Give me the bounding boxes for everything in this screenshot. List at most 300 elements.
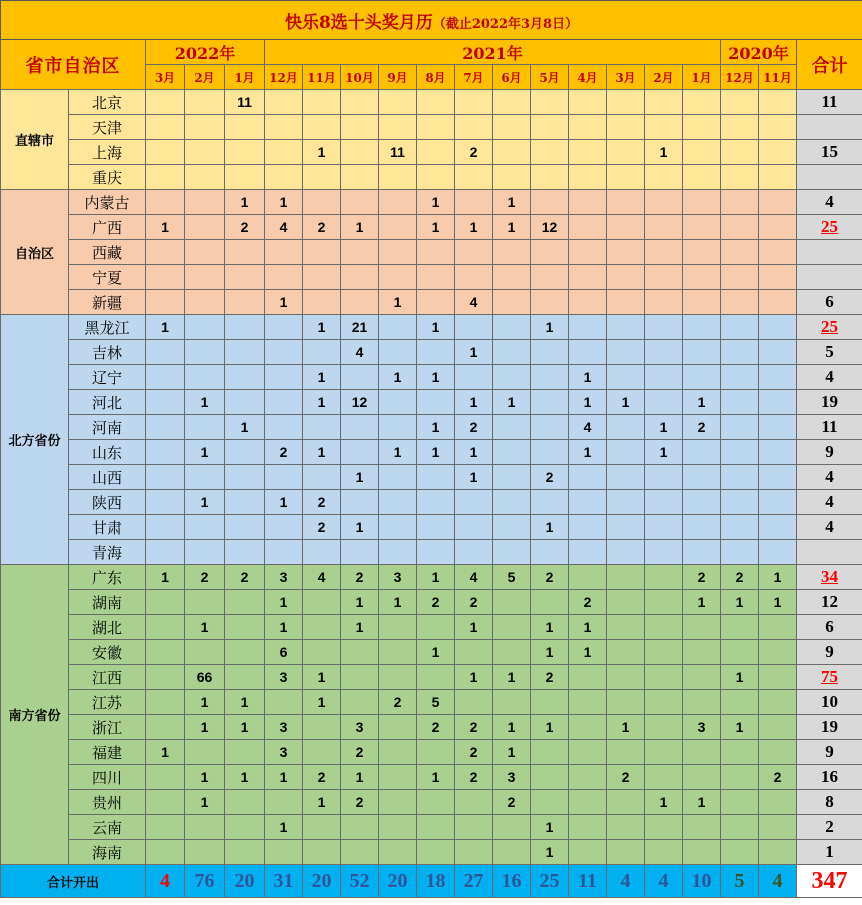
month-count-cell xyxy=(569,715,607,740)
month-count-cell xyxy=(341,440,379,465)
month-count-cell: 1 xyxy=(531,840,569,865)
month-count-cell xyxy=(185,815,225,840)
month-header: 2月 xyxy=(185,65,225,90)
month-count-cell xyxy=(341,540,379,565)
month-count-cell xyxy=(455,265,493,290)
month-count-cell xyxy=(645,265,683,290)
month-count-cell xyxy=(379,115,417,140)
month-total-cell: 20 xyxy=(225,865,265,898)
province-name: 陕西 xyxy=(69,490,146,515)
month-count-cell xyxy=(225,290,265,315)
month-count-cell xyxy=(569,265,607,290)
month-count-cell xyxy=(455,790,493,815)
month-count-cell: 3 xyxy=(683,715,721,740)
month-count-cell xyxy=(759,365,797,390)
month-count-cell xyxy=(683,165,721,190)
month-count-cell xyxy=(683,665,721,690)
month-count-cell xyxy=(493,840,531,865)
month-count-cell: 1 xyxy=(185,615,225,640)
month-count-cell xyxy=(531,490,569,515)
month-total-cell: 76 xyxy=(185,865,225,898)
month-total-cell: 31 xyxy=(265,865,303,898)
table-row xyxy=(1,665,862,690)
month-total-cell: 4 xyxy=(607,865,645,898)
month-count-cell xyxy=(225,165,265,190)
month-header: 5月 xyxy=(531,65,569,90)
month-count-cell xyxy=(341,815,379,840)
month-total-cell: 27 xyxy=(455,865,493,898)
month-count-cell xyxy=(185,115,225,140)
page-title xyxy=(1,1,862,40)
year-header: 2020年 xyxy=(721,40,797,65)
month-count-cell xyxy=(379,715,417,740)
month-count-cell: 1 xyxy=(146,215,185,240)
month-count-cell xyxy=(645,690,683,715)
month-count-cell xyxy=(607,440,645,465)
month-total-cell: 20 xyxy=(303,865,341,898)
month-count-cell: 3 xyxy=(265,740,303,765)
province-name: 河北 xyxy=(69,390,146,415)
month-count-cell xyxy=(683,465,721,490)
month-count-cell xyxy=(455,540,493,565)
month-count-cell: 1 xyxy=(265,290,303,315)
month-count-cell xyxy=(759,190,797,215)
month-total-cell: 52 xyxy=(341,865,379,898)
month-count-cell xyxy=(569,140,607,165)
month-count-cell xyxy=(185,515,225,540)
province-total xyxy=(797,115,862,140)
month-count-cell xyxy=(759,440,797,465)
table-row xyxy=(1,515,862,540)
province-name: 湖南 xyxy=(69,590,146,615)
month-count-cell xyxy=(683,640,721,665)
province-name: 海南 xyxy=(69,840,146,865)
title-main: 快乐8选十头奖月历 xyxy=(284,12,433,33)
province-name: 天津 xyxy=(69,115,146,140)
month-total-cell: 4 xyxy=(645,865,683,898)
month-count-cell: 1 xyxy=(455,615,493,640)
month-count-cell: 1 xyxy=(146,740,185,765)
month-count-cell xyxy=(645,840,683,865)
month-count-cell: 2 xyxy=(303,490,341,515)
month-count-cell: 1 xyxy=(417,315,455,340)
month-count-cell xyxy=(265,115,303,140)
month-count-cell xyxy=(683,315,721,340)
month-count-cell: 1 xyxy=(455,440,493,465)
month-count-cell xyxy=(683,140,721,165)
month-count-cell xyxy=(645,215,683,240)
province-name: 湖北 xyxy=(69,615,146,640)
month-count-cell: 1 xyxy=(493,665,531,690)
month-count-cell: 1 xyxy=(417,365,455,390)
month-count-cell xyxy=(721,365,759,390)
province-total: 19 xyxy=(797,715,862,740)
month-count-cell xyxy=(493,615,531,640)
month-count-cell xyxy=(455,240,493,265)
table-row xyxy=(1,765,862,790)
province-name: 河南 xyxy=(69,415,146,440)
month-count-cell: 1 xyxy=(493,215,531,240)
province-name: 北京 xyxy=(69,90,146,115)
month-count-cell xyxy=(341,265,379,290)
month-count-cell: 1 xyxy=(303,365,341,390)
month-count-cell xyxy=(455,640,493,665)
year-header: 2021年 xyxy=(265,40,721,65)
month-count-cell xyxy=(683,840,721,865)
month-count-cell xyxy=(683,515,721,540)
month-count-cell xyxy=(493,640,531,665)
month-count-cell xyxy=(303,815,341,840)
month-count-cell: 1 xyxy=(455,390,493,415)
month-count-cell xyxy=(645,590,683,615)
month-count-cell xyxy=(225,390,265,415)
month-count-cell xyxy=(265,540,303,565)
month-count-cell xyxy=(759,790,797,815)
month-count-cell xyxy=(721,515,759,540)
province-total: 4 xyxy=(797,365,862,390)
month-count-cell xyxy=(146,415,185,440)
month-count-cell xyxy=(607,265,645,290)
month-count-cell: 1 xyxy=(341,465,379,490)
month-count-cell: 1 xyxy=(417,440,455,465)
month-count-cell xyxy=(645,490,683,515)
month-count-cell xyxy=(185,540,225,565)
month-count-cell xyxy=(759,490,797,515)
province-total: 75 xyxy=(797,665,862,690)
month-count-cell xyxy=(265,165,303,190)
month-count-cell: 4 xyxy=(569,415,607,440)
month-count-cell xyxy=(645,615,683,640)
month-count-cell xyxy=(607,665,645,690)
month-count-cell: 3 xyxy=(341,715,379,740)
month-count-cell: 1 xyxy=(455,215,493,240)
month-count-cell xyxy=(607,340,645,365)
province-name: 山西 xyxy=(69,465,146,490)
month-count-cell xyxy=(645,765,683,790)
month-count-cell xyxy=(721,140,759,165)
month-count-cell xyxy=(607,115,645,140)
month-count-cell xyxy=(493,240,531,265)
group-label: 直辖市 xyxy=(1,90,69,190)
month-count-cell xyxy=(146,840,185,865)
table-row xyxy=(1,240,862,265)
month-count-cell xyxy=(379,540,417,565)
month-count-cell: 2 xyxy=(341,790,379,815)
month-count-cell: 2 xyxy=(607,765,645,790)
province-total: 4 xyxy=(797,490,862,515)
month-count-cell xyxy=(265,840,303,865)
table-row xyxy=(1,115,862,140)
month-count-cell xyxy=(569,515,607,540)
month-count-cell xyxy=(379,465,417,490)
month-count-cell: 1 xyxy=(417,640,455,665)
month-count-cell xyxy=(185,340,225,365)
month-count-cell: 4 xyxy=(265,215,303,240)
province-total: 9 xyxy=(797,640,862,665)
month-count-cell: 1 xyxy=(645,140,683,165)
table-row xyxy=(1,465,862,490)
table-row xyxy=(1,140,862,165)
month-count-cell xyxy=(645,565,683,590)
month-count-cell: 2 xyxy=(225,565,265,590)
month-count-cell: 1 xyxy=(455,465,493,490)
month-count-cell: 2 xyxy=(455,590,493,615)
month-count-cell xyxy=(341,365,379,390)
month-count-cell xyxy=(341,490,379,515)
province-name: 云南 xyxy=(69,815,146,840)
table-row xyxy=(1,265,862,290)
province-total: 8 xyxy=(797,790,862,815)
month-count-cell xyxy=(721,190,759,215)
province-name: 西藏 xyxy=(69,240,146,265)
month-header: 12月 xyxy=(265,65,303,90)
month-count-cell xyxy=(721,490,759,515)
month-count-cell xyxy=(645,640,683,665)
month-count-cell xyxy=(645,515,683,540)
month-count-cell xyxy=(721,115,759,140)
month-count-cell: 2 xyxy=(455,740,493,765)
table-row xyxy=(1,815,862,840)
month-count-cell xyxy=(379,265,417,290)
province-total xyxy=(797,540,862,565)
title-subtitle: （截止2022年3月8日） xyxy=(432,16,579,32)
region-header: 省市自治区 xyxy=(1,40,146,90)
province-name: 广东 xyxy=(69,565,146,590)
total-header: 合计 xyxy=(797,40,862,90)
month-count-cell xyxy=(683,690,721,715)
month-count-cell: 1 xyxy=(417,415,455,440)
month-count-cell xyxy=(607,140,645,165)
group-label: 北方省份 xyxy=(1,315,69,565)
month-count-cell xyxy=(341,140,379,165)
month-count-cell xyxy=(455,165,493,190)
month-count-cell xyxy=(146,190,185,215)
month-count-cell xyxy=(303,290,341,315)
month-count-cell: 1 xyxy=(645,415,683,440)
month-count-cell xyxy=(607,740,645,765)
month-count-cell xyxy=(341,415,379,440)
month-count-cell: 1 xyxy=(683,590,721,615)
month-count-cell xyxy=(341,290,379,315)
table-row xyxy=(1,565,862,590)
month-count-cell xyxy=(185,190,225,215)
month-count-cell: 1 xyxy=(225,190,265,215)
month-count-cell xyxy=(531,90,569,115)
month-count-cell xyxy=(341,665,379,690)
month-count-cell: 66 xyxy=(185,665,225,690)
month-count-cell: 2 xyxy=(417,715,455,740)
table-row xyxy=(1,715,862,740)
month-count-cell xyxy=(721,765,759,790)
month-count-cell: 1 xyxy=(645,440,683,465)
province-name: 重庆 xyxy=(69,165,146,190)
month-count-cell: 12 xyxy=(341,390,379,415)
month-count-cell xyxy=(225,315,265,340)
month-header: 3月 xyxy=(146,65,185,90)
month-count-cell xyxy=(607,640,645,665)
month-count-cell xyxy=(683,615,721,640)
month-count-cell xyxy=(185,465,225,490)
month-count-cell xyxy=(759,265,797,290)
month-count-cell xyxy=(607,215,645,240)
month-count-cell xyxy=(531,690,569,715)
month-count-cell xyxy=(265,140,303,165)
month-count-cell: 3 xyxy=(265,715,303,740)
month-count-cell xyxy=(607,490,645,515)
month-header: 10月 xyxy=(341,65,379,90)
month-count-cell xyxy=(225,790,265,815)
month-count-cell: 1 xyxy=(225,715,265,740)
month-count-cell xyxy=(683,215,721,240)
province-name: 广西 xyxy=(69,215,146,240)
month-count-cell xyxy=(759,315,797,340)
month-count-cell xyxy=(683,815,721,840)
month-count-cell xyxy=(379,765,417,790)
month-count-cell xyxy=(185,240,225,265)
month-count-cell xyxy=(146,765,185,790)
month-count-cell: 1 xyxy=(531,715,569,740)
month-count-cell xyxy=(225,540,265,565)
month-count-cell: 1 xyxy=(225,765,265,790)
month-count-cell: 2 xyxy=(417,590,455,615)
month-count-cell xyxy=(417,115,455,140)
month-total-cell: 16 xyxy=(493,865,531,898)
month-count-cell xyxy=(569,315,607,340)
month-count-cell xyxy=(265,790,303,815)
month-count-cell xyxy=(607,165,645,190)
month-header: 1月 xyxy=(225,65,265,90)
month-count-cell xyxy=(341,90,379,115)
month-count-cell: 2 xyxy=(569,590,607,615)
month-count-cell xyxy=(379,215,417,240)
month-count-cell: 1 xyxy=(455,665,493,690)
month-count-cell xyxy=(531,290,569,315)
month-header: 7月 xyxy=(455,65,493,90)
month-count-cell xyxy=(417,240,455,265)
month-count-cell xyxy=(455,815,493,840)
table-row xyxy=(1,590,862,615)
month-count-cell xyxy=(607,465,645,490)
table-row xyxy=(1,90,862,115)
month-count-cell xyxy=(303,590,341,615)
month-count-cell: 2 xyxy=(455,140,493,165)
table-row xyxy=(1,340,862,365)
province-name: 福建 xyxy=(69,740,146,765)
month-count-cell xyxy=(683,190,721,215)
month-count-cell xyxy=(225,815,265,840)
province-total: 11 xyxy=(797,415,862,440)
month-count-cell: 3 xyxy=(493,765,531,790)
month-count-cell: 2 xyxy=(531,465,569,490)
month-count-cell: 4 xyxy=(303,565,341,590)
month-count-cell xyxy=(417,515,455,540)
month-count-cell: 1 xyxy=(341,765,379,790)
month-count-cell: 1 xyxy=(379,590,417,615)
month-count-cell xyxy=(683,440,721,465)
month-count-cell: 2 xyxy=(493,790,531,815)
month-count-cell xyxy=(493,265,531,290)
month-count-cell: 1 xyxy=(185,715,225,740)
month-count-cell: 1 xyxy=(721,715,759,740)
month-count-cell xyxy=(645,240,683,265)
month-count-cell xyxy=(303,190,341,215)
month-header: 4月 xyxy=(569,65,607,90)
province-total: 4 xyxy=(797,465,862,490)
month-count-cell: 1 xyxy=(493,715,531,740)
month-count-cell xyxy=(265,265,303,290)
month-count-cell xyxy=(759,615,797,640)
month-count-cell xyxy=(607,415,645,440)
month-count-cell xyxy=(455,490,493,515)
month-count-cell xyxy=(645,190,683,215)
province-name: 江苏 xyxy=(69,690,146,715)
month-count-cell: 2 xyxy=(683,565,721,590)
month-count-cell xyxy=(607,615,645,640)
month-count-cell xyxy=(721,215,759,240)
table-row xyxy=(1,490,862,515)
group-label: 自治区 xyxy=(1,190,69,315)
month-count-cell xyxy=(493,540,531,565)
month-count-cell xyxy=(531,115,569,140)
year-header: 2022年 xyxy=(146,40,265,65)
month-count-cell xyxy=(721,615,759,640)
province-total xyxy=(797,265,862,290)
month-count-cell xyxy=(569,565,607,590)
month-count-cell xyxy=(607,565,645,590)
table-row xyxy=(1,365,862,390)
month-count-cell: 1 xyxy=(417,565,455,590)
province-name: 宁夏 xyxy=(69,265,146,290)
month-count-cell xyxy=(303,740,341,765)
province-total: 11 xyxy=(797,90,862,115)
month-count-cell xyxy=(417,290,455,315)
month-count-cell xyxy=(185,290,225,315)
month-count-cell: 2 xyxy=(341,565,379,590)
month-count-cell: 3 xyxy=(265,565,303,590)
month-count-cell: 11 xyxy=(225,90,265,115)
month-count-cell xyxy=(455,315,493,340)
month-count-cell xyxy=(225,640,265,665)
month-count-cell xyxy=(379,490,417,515)
month-count-cell xyxy=(493,140,531,165)
month-count-cell xyxy=(607,290,645,315)
month-count-cell: 21 xyxy=(341,315,379,340)
month-count-cell: 4 xyxy=(341,340,379,365)
month-count-cell xyxy=(569,840,607,865)
month-count-cell xyxy=(379,740,417,765)
month-count-cell: 1 xyxy=(531,640,569,665)
month-count-cell xyxy=(721,540,759,565)
month-count-cell xyxy=(569,165,607,190)
month-count-cell xyxy=(493,365,531,390)
month-count-cell xyxy=(417,540,455,565)
month-count-cell: 2 xyxy=(531,565,569,590)
province-total: 5 xyxy=(797,340,862,365)
month-count-cell: 1 xyxy=(531,315,569,340)
month-count-cell xyxy=(531,790,569,815)
month-count-cell xyxy=(531,390,569,415)
month-count-cell: 1 xyxy=(531,615,569,640)
month-count-cell xyxy=(683,290,721,315)
month-count-cell: 1 xyxy=(531,815,569,840)
month-count-cell: 1 xyxy=(146,315,185,340)
month-total-cell: 18 xyxy=(417,865,455,898)
month-count-cell xyxy=(146,615,185,640)
month-count-cell xyxy=(455,115,493,140)
summary-row xyxy=(1,865,862,898)
month-count-cell xyxy=(417,390,455,415)
month-count-cell xyxy=(225,240,265,265)
